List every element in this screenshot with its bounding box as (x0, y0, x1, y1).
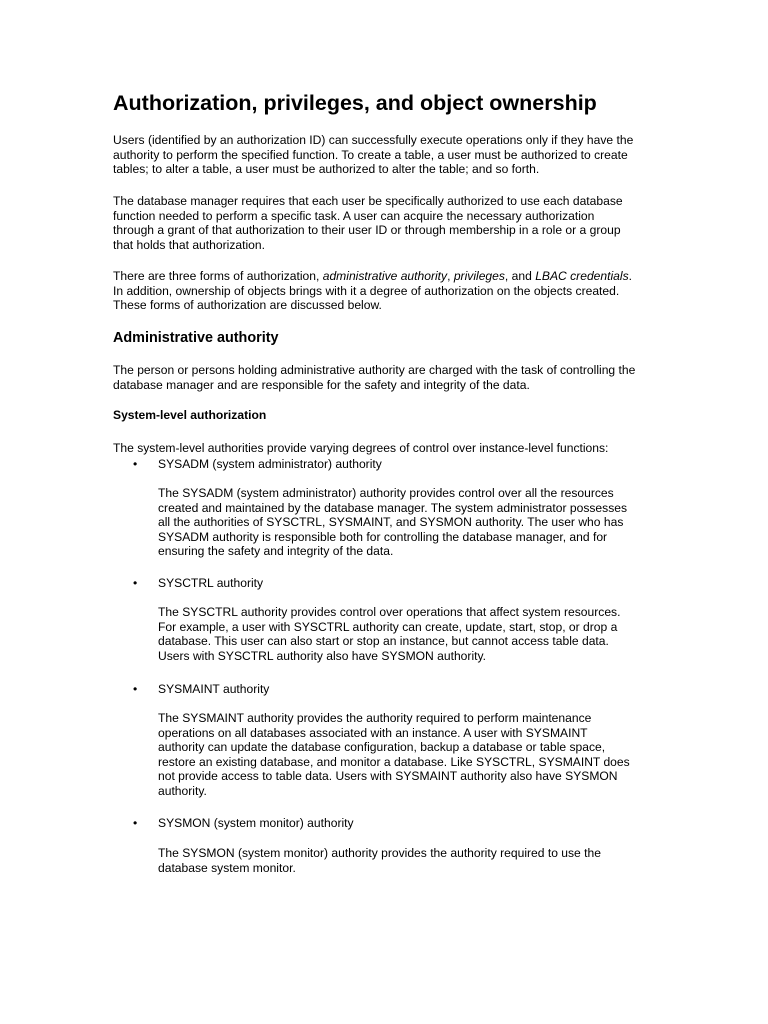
sysmon-description (158, 846, 658, 875)
forms-paragraph (113, 269, 663, 313)
intro-paragraph (113, 133, 663, 177)
intro-line: Users (identified by an authorization ID) can successfully execute operations only if they have the (113, 133, 634, 147)
bullet-icon: • (133, 682, 138, 696)
intro-line: tables; to alter a table, a user must be authorized to alter the table; and so forth. (113, 162, 540, 177)
paragraph-line: These forms of authorization are discussed below. (113, 298, 382, 313)
paragraph-line: that holds that authorization. (113, 237, 265, 252)
paragraph-line: Users with SYSCTRL authority also have SYSMON authority. (158, 648, 486, 663)
list-item-sysmon (133, 816, 653, 831)
authorization-paragraph (113, 194, 663, 252)
paragraph-line: database. This user can also start or stop an instance, but cannot access table data. (158, 634, 609, 649)
paragraph-line: ensuring the safety and integrity of the data. (158, 544, 394, 559)
list-item-sysadm (133, 457, 653, 472)
intro-line: authority to perform the specified function. To create a table, a user must be authorized to create (113, 147, 628, 162)
paragraph-line: all the authorities of SYSCTRL, SYSMAINT, and SYSMON authority. The user who has (158, 515, 624, 530)
section-heading-administrative-authority: Administrative authority (113, 330, 279, 346)
sysctrl-description (158, 605, 658, 663)
bullet-icon: • (133, 457, 138, 471)
paragraph-line: For example, a user with SYSCTRL authority can create, update, start, stop, or drop a (158, 619, 618, 634)
section-heading-system-level-authorization: System-level authorization (113, 408, 267, 422)
paragraph-line: authority can update the database configuration, backup a database or table space, (158, 740, 606, 755)
paragraph-line: The SYSCTRL authority provides control over operations that affect system resources. (158, 605, 621, 619)
paragraph-line: function needed to perform a specific task. A user can acquire the necessary authorization (113, 208, 595, 223)
paragraph-line: SYSADM authority is responsible both for controlling the database manager, and for (158, 529, 608, 544)
list-item-sysctrl (133, 576, 653, 591)
sysmaint-description (158, 711, 658, 799)
paragraph-line: restore an existing database, and monitor a database. Like SYSCTRL, SYSMAINT does (158, 754, 630, 769)
list-item-label: SYSMAINT authority (158, 682, 270, 696)
bullet-icon: • (133, 576, 138, 590)
system-level-intro: The system-level authorities provide varying degrees of control over instance-level functions: (113, 441, 609, 455)
term-privileges: privileges (453, 269, 505, 283)
page-title: Authorization, privileges, and object ownership (113, 91, 597, 115)
paragraph-line: The person or persons holding administrative authority are charged with the task of controlling the (113, 363, 636, 377)
paragraph-line: authority. (158, 783, 207, 798)
paragraph-line: In addition, ownership of objects brings with it a degree of authorization on the objects created. (113, 283, 620, 298)
sysadm-description (158, 486, 658, 559)
list-item-label: SYSMON (system monitor) authority (158, 816, 354, 830)
term-lbac-credentials: LBAC credentials (535, 269, 629, 283)
administrative-authority-paragraph (113, 363, 663, 392)
paragraph-line: The SYSADM (system administrator) authority provides control over all the resources (158, 486, 614, 500)
paragraph-line: The database manager requires that each user be specifically authorized to use each database (113, 194, 623, 208)
paragraph-line: database manager and are responsible for the safety and integrity of the data. (113, 377, 530, 392)
paragraph-line: The SYSMON (system monitor) authority provides the authority required to use the (158, 846, 601, 860)
paragraph-line: through a grant of that authorization to their user ID or through membership in a role or a group (113, 223, 621, 238)
term-administrative-authority: administrative authority (322, 269, 448, 283)
paragraph-line: database system monitor. (158, 860, 296, 875)
paragraph-line: not provide access to table data. Users with SYSMAINT authority also have SYSMON (158, 769, 618, 784)
paragraph-line: The SYSMAINT authority provides the authority required to perform maintenance (158, 711, 592, 725)
paragraph-line: operations on all databases associated with an instance. A user with SYSMAINT (158, 725, 588, 740)
list-item-label: SYSADM (system administrator) authority (158, 457, 382, 471)
forms-line-1: There are three forms of authorization, administrative authority, privileges, and LBAC credentials. (113, 269, 632, 283)
list-item-label: SYSCTRL authority (158, 576, 264, 590)
paragraph-line: created and maintained by the database manager. The system administrator possesses (158, 500, 628, 515)
list-item-sysmaint (133, 682, 653, 697)
bullet-icon: • (133, 816, 138, 830)
